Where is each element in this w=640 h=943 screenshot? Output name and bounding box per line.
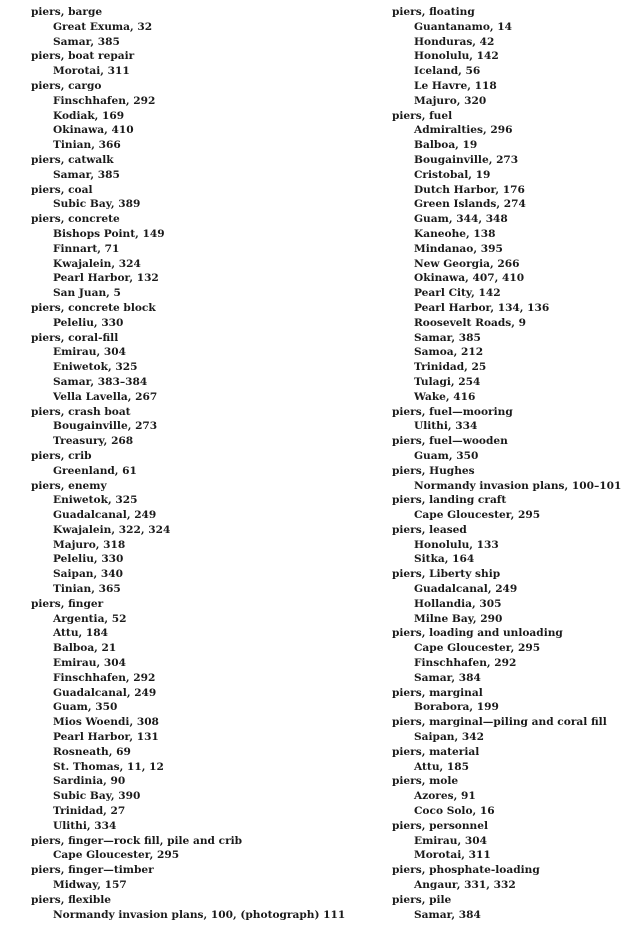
index-entry: Kwajalein, 324 [53, 257, 141, 270]
index-entry: Milne Bay, 290 [414, 612, 503, 625]
index-entry: Pearl Harbor, 134, 136 [414, 301, 550, 314]
index-entry: Rosneath, 69 [53, 745, 131, 758]
index-entry: Azores, 91 [414, 790, 476, 803]
index-entry: Samar, 383–384 [53, 375, 148, 388]
index-entry: Samar, 385 [53, 168, 120, 181]
index-entry: Trinidad, 25 [414, 361, 487, 374]
index-entry: Samar, 384 [414, 671, 481, 684]
index-heading: piers, boat repair [31, 50, 135, 63]
index-entry: Angaur, 331, 332 [414, 879, 516, 892]
index-entry: Peleliu, 330 [53, 316, 124, 329]
index-entry: Emirau, 304 [53, 346, 126, 359]
index-entry: Honolulu, 133 [414, 538, 499, 551]
index-entry: Cape Gloucester, 295 [53, 849, 180, 862]
index-entry: Samoa, 212 [414, 346, 484, 359]
index-heading: piers, finger—timber [31, 864, 154, 877]
index-heading: piers, fuel—mooring [392, 405, 513, 418]
index-heading: piers, cargo [31, 79, 102, 92]
index-entry: Kwajalein, 322, 324 [53, 523, 171, 536]
index-entry: Pearl City, 142 [414, 287, 501, 300]
index-heading: piers, finger—rock fill, pile and crib [31, 834, 243, 847]
index-heading: piers, fuel—wooden [392, 435, 508, 448]
index-entry: Sitka, 164 [414, 553, 475, 566]
index-entry: Sardinia, 90 [53, 775, 126, 788]
index-heading: piers, crash boat [31, 405, 131, 418]
index-entry: Treasury, 268 [53, 435, 134, 448]
index-entry: Dutch Harbor, 176 [414, 183, 525, 196]
index-entry: Great Exuma, 32 [53, 20, 153, 33]
index-entry: Argentia, 52 [53, 612, 127, 625]
index-entry: Bougainville, 273 [414, 153, 519, 166]
index-entry: Admiralties, 296 [414, 124, 513, 137]
index-entry: Normandy invasion plans, 100–101 [414, 479, 622, 492]
index-heading: piers, personnel [392, 819, 489, 832]
index-entry: Subic Bay, 390 [53, 790, 141, 803]
index-entry: Roosevelt Roads, 9 [414, 316, 526, 329]
index-entry: Le Havre, 118 [414, 79, 497, 92]
index-entry: Guam, 344, 348 [414, 213, 508, 226]
index-heading: piers, leased [392, 523, 467, 536]
index-entry: Guadalcanal, 249 [414, 583, 518, 596]
index-entry: Morotai, 311 [414, 849, 491, 862]
index-heading: piers, floating [392, 6, 475, 18]
index-heading: piers, coal [31, 183, 93, 196]
index-heading: piers, loading and unloading [392, 627, 563, 640]
index-heading: piers, crib [31, 449, 92, 462]
index-entry: Saipan, 340 [53, 568, 124, 581]
index-heading: piers, fuel [392, 109, 453, 122]
index-entry: Finnart, 71 [53, 242, 120, 255]
index-entry: Cape Gloucester, 295 [414, 509, 541, 522]
index-heading: piers, concrete [31, 213, 120, 226]
index-heading: piers, finger [31, 597, 104, 610]
index-heading: piers, Liberty ship [392, 568, 501, 581]
index-column-right [392, 5, 637, 922]
index-heading: piers, mole [392, 775, 459, 788]
index-entry: Emirau, 304 [53, 657, 126, 670]
index-entry: Midway, 157 [53, 879, 127, 892]
index-entry: Pearl Harbor, 132 [53, 272, 159, 285]
index-entry: Cristobal, 19 [414, 168, 491, 181]
index-entry: Guantanamo, 14 [414, 20, 513, 33]
index-heading: piers, marginal—piling and coral fill [392, 716, 607, 729]
index-entry: Guam, 350 [414, 449, 479, 462]
index-entry: Samar, 384 [414, 908, 481, 921]
index-heading: piers, enemy [31, 479, 107, 492]
index-entry: Kodiak, 169 [53, 109, 125, 122]
index-entry: Borabora, 199 [414, 701, 499, 714]
index-entry: Samar, 385 [53, 35, 120, 48]
index-entry: Finschhafen, 292 [414, 657, 517, 670]
index-entry: Ulithi, 334 [414, 420, 478, 433]
index-entry: Attu, 184 [53, 627, 109, 640]
index-entry: Bougainville, 273 [53, 420, 158, 433]
index-entry: Kaneohe, 138 [414, 227, 496, 240]
index-heading: piers, catwalk [31, 153, 114, 166]
index-entry: Trinidad, 27 [53, 805, 126, 818]
index-entry: Coco Solo, 16 [414, 805, 495, 818]
index-entry: Cape Gloucester, 295 [414, 642, 541, 655]
index-entry: Tinian, 366 [53, 139, 121, 152]
index-entry: Mios Woendi, 308 [53, 716, 159, 729]
index-entry: Green Islands, 274 [414, 198, 526, 211]
index-entry: Morotai, 311 [53, 65, 130, 78]
index-entry: Okinawa, 410 [53, 124, 134, 137]
index-entry: Samar, 385 [414, 331, 481, 344]
index-entry: Iceland, 56 [414, 65, 481, 78]
index-entry: Guadalcanal, 249 [53, 686, 157, 699]
index-entry: New Georgia, 266 [414, 257, 520, 270]
index-entry: Majuro, 318 [53, 538, 126, 551]
index-heading: piers, phosphate-loading [392, 864, 540, 877]
index-entry: Tinian, 365 [53, 583, 121, 596]
index-heading: piers, concrete block [31, 301, 156, 314]
index-column-left [31, 5, 361, 922]
index-heading: piers, Hughes [392, 464, 475, 477]
index-entry: Hollandia, 305 [414, 597, 502, 610]
index-heading: piers, material [392, 745, 480, 758]
index-heading: piers, pile [392, 893, 452, 906]
index-entry: Eniwetok, 325 [53, 361, 138, 374]
index-heading: piers, marginal [392, 686, 483, 699]
index-entry: Ulithi, 334 [53, 819, 117, 832]
index-entry: Vella Lavella, 267 [53, 390, 158, 403]
index-entry: Okinawa, 407, 410 [414, 272, 525, 285]
index-entry: Emirau, 304 [414, 834, 487, 847]
index-heading: piers, barge [31, 6, 103, 18]
index-heading: piers, coral-fill [31, 331, 119, 344]
index-entry: Eniwetok, 325 [53, 494, 138, 507]
index-entry: Wake, 416 [414, 390, 476, 403]
index-entry: Balboa, 21 [53, 642, 117, 655]
index-entry: Finschhafen, 292 [53, 94, 156, 107]
index-entry: Honduras, 42 [414, 35, 495, 48]
index-entry: Honolulu, 142 [414, 50, 499, 63]
index-entry: Guam, 350 [53, 701, 118, 714]
index-entry: Bishops Point, 149 [53, 227, 165, 240]
index-entry: Greenland, 61 [53, 464, 137, 477]
index-entry: Majuro, 320 [414, 94, 487, 107]
index-entry: Pearl Harbor, 131 [53, 731, 159, 744]
index-entry: Tulagi, 254 [414, 375, 481, 388]
index-entry: Subic Bay, 389 [53, 198, 141, 211]
index-entry: St. Thomas, 11, 12 [53, 760, 164, 773]
index-entry: Normandy invasion plans, 100, (photograph) 111 [53, 908, 346, 921]
index-entry: Saipan, 342 [414, 731, 485, 744]
index-heading: piers, landing craft [392, 494, 507, 507]
index-entry: Guadalcanal, 249 [53, 509, 157, 522]
index-entry: San Juan, 5 [53, 287, 121, 300]
index-entry: Attu, 185 [414, 760, 470, 773]
index-heading: piers, flexible [31, 893, 112, 906]
index-entry: Balboa, 19 [414, 139, 478, 152]
index-entry: Finschhafen, 292 [53, 671, 156, 684]
index-entry: Peleliu, 330 [53, 553, 124, 566]
index-entry: Mindanao, 395 [414, 242, 503, 255]
